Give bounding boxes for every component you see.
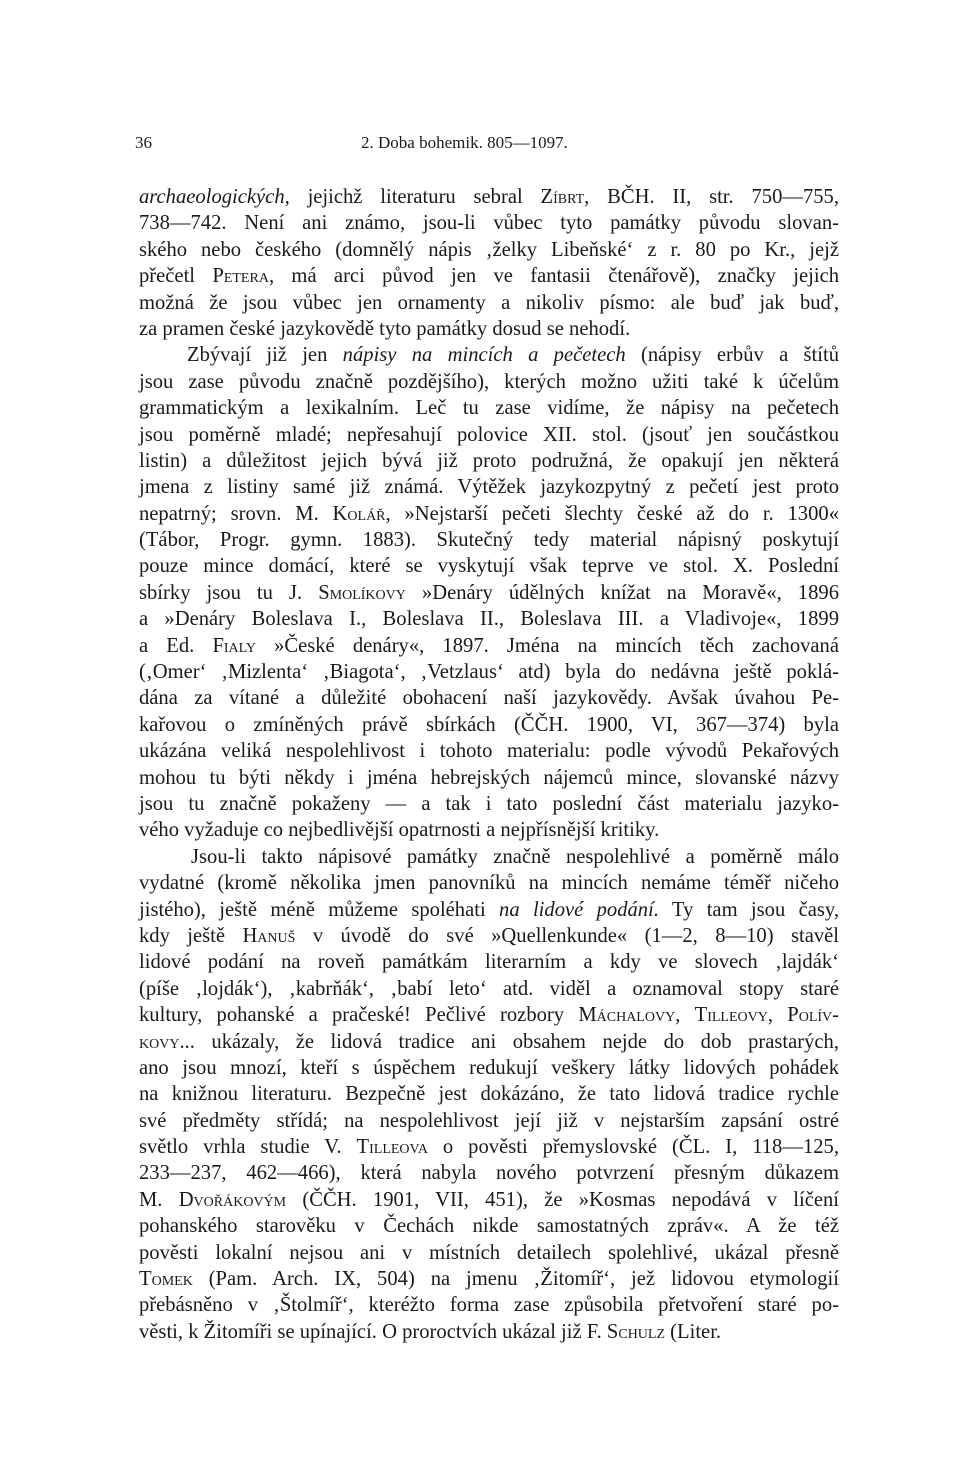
text-line: přebásněno v ‚Štolmíř‘, kteréžto forma zase způsobila přetvoření staré po- (139, 1294, 839, 1317)
text-line: kovy... ukázaly, že lidová tradice ani obsahem nejde do dob prastarých, (139, 1030, 839, 1053)
text-line: (píše ‚lojdák‘), ‚kabrňák‘, ‚babí leto‘ atd. viděl a oznamoval stopy staré (139, 977, 839, 1000)
text-line: jsou tu značně pokaženy — a tak i tato poslední část materialu jazyko- (139, 792, 839, 815)
text-line: listin) a důležitost jejich bývá již proto podružná, že opakují jen některá (139, 449, 839, 472)
text-line: pověsti lokalní nejsou ani v místních detailech spolehlivé, ukázal přesně (139, 1241, 839, 1264)
text-line: vydatné (kromě několika jmen panovníků na mincích nemáme téměř ničeho (139, 872, 839, 895)
text-line: vého vyžaduje co nejbedlivější opatrnosti a nejpřísnější kritiky. (139, 819, 660, 842)
text-line: a Ed. Fialy »České denáry«, 1897. Jména na mincích těch zachovaná (139, 634, 839, 657)
text-line: (Tábor, Progr. gymn. 1883). Skutečný tedy material nápisný poskytují (139, 529, 839, 552)
text-line: dána za vítané a důležité obohacení naší jazykovědy. Avšak úvahou Pe- (139, 687, 839, 710)
page-number: 36 (135, 133, 152, 152)
text-line: pouze mince domácí, které se vyskytují však teprve ve stol. X. Poslední (139, 555, 839, 578)
text-line: mohou tu býti někdy i jména hebrejských nájemců mince, slovanské názvy (139, 766, 839, 789)
page-header (135, 131, 840, 155)
text-line: ukázána veliká nespolehlivost i tohoto materialu: podle vývodů Pekařových (139, 740, 839, 763)
text-line: možná že jsou vůbec jen ornamenty a nikoliv písmo: ale buď jak buď, (139, 291, 839, 314)
text-line: a »Denáry Boleslava I., Boleslava II., Boleslava III. a Vladivoje«, 1899 (139, 608, 839, 631)
text-line: ského nebo českého (domnělý nápis ‚želky Libeňské‘ z r. 80 po Kr., jejž (139, 238, 839, 261)
text-line: své předměty střídá; na nespolehlivost její již v nejstarším zapsání ostré (139, 1109, 839, 1132)
text-line: jsou zase původu značně pozdějšího), kterých možno užiti také k účelům (139, 370, 839, 393)
text-line: jsou poměrně mladé; nepřesahují polovice XII. stol. (jsouť jen součástkou (139, 423, 839, 446)
text-line: kultury, pohanské a pračeské! Pečlivé rozbory Máchalovy, Tilleovy, Polív- (139, 1004, 840, 1027)
text-line: Jsou-li takto nápisové památky značně nespolehlivé a poměrně málo (191, 845, 839, 868)
text-line: sbírky jsou tu J. Smolíkovy »Denáry údělných knížat na Moravě«, 1896 (139, 581, 839, 604)
text-line: ano jsou mnozí, kteří s úspěchem redukují veškery látky lidových pohádek (139, 1056, 839, 1079)
text-line: světlo vrhla studie V. Tilleova o pověsti přemyslovské (ČL. I, 118—125, (139, 1136, 839, 1159)
text-line: nepatrný; srovn. M. Kolář, »Nejstarší pečeti šlechty české až do r. 1300« (139, 502, 839, 525)
text-line: Zbývají již jen nápisy na mincích a pečetech (nápisy erbův a štítů (187, 344, 839, 367)
body-text (139, 184, 839, 1345)
text-line: kdy ještě Hanuš v úvodě do své »Quellenkunde« (1—2, 8—10) stavěl (139, 924, 839, 947)
text-line: pohanského starověku v Čechách nikde samostatných zpráv«. A že též (139, 1215, 839, 1238)
text-line: na knižnou literaturu. Bezpečně jest dokázáno, že tato lidová tradice rychle (139, 1083, 839, 1106)
text-line: archaeologických, jejichž literaturu sebral Zíbrt, BČH. II, str. 750—755, (139, 186, 839, 208)
running-title: 2. Doba bohemik. 805—1097. (361, 133, 568, 152)
text-line: jistého), ještě méně můžeme spoléhati na lidové podání. Ty tam jsou časy, (139, 898, 839, 921)
text-line: M. Dvořákovým (ČČH. 1901, VII, 451), že »Kosmas nepodává v líčení (139, 1188, 839, 1211)
text-line: kařovou o zmíněných právě sbírkách (ČČH. 1900, VI, 367—374) byla (139, 713, 839, 736)
text-line: Tomek (Pam. Arch. IX, 504) na jmenu ‚Žitomíř‘, jež lidovou etymologií (139, 1268, 839, 1291)
text-line: přečetl Petera, má arci původ jen ve fantasii čtenářově), značky jejich (139, 265, 840, 288)
text-line: věsti, k Žitomíři se upínající. O proroctvích ukázal již F. Schulz (Liter. (139, 1320, 722, 1343)
text-line: grammatickým a lexikalním. Leč tu zase vidíme, že nápisy na pečetech (139, 397, 839, 420)
text-line: za pramen české jazykovědě tyto památky dosud se nehodí. (139, 317, 631, 340)
text-line: lidové podání na roveň památkám literarním a kdy ve slovech ‚lajdák‘ (139, 951, 839, 974)
text-line: 233—237, 462—466), která nabyla nového potvrzení přesným důkazem (139, 1162, 839, 1185)
text-line: (‚Omer‘ ‚Mizlenta‘ ‚Biagota‘, ‚Vetzlaus‘ atd) byla do nedávna ještě poklá- (139, 661, 839, 684)
text-line: 738—742. Není ani známo, jsou-li vůbec tyto památky původu slovan- (139, 212, 839, 235)
text-line: jmena z listiny samé již známá. Výtěžek jazykozpytný z pečetí jest proto (139, 476, 839, 499)
